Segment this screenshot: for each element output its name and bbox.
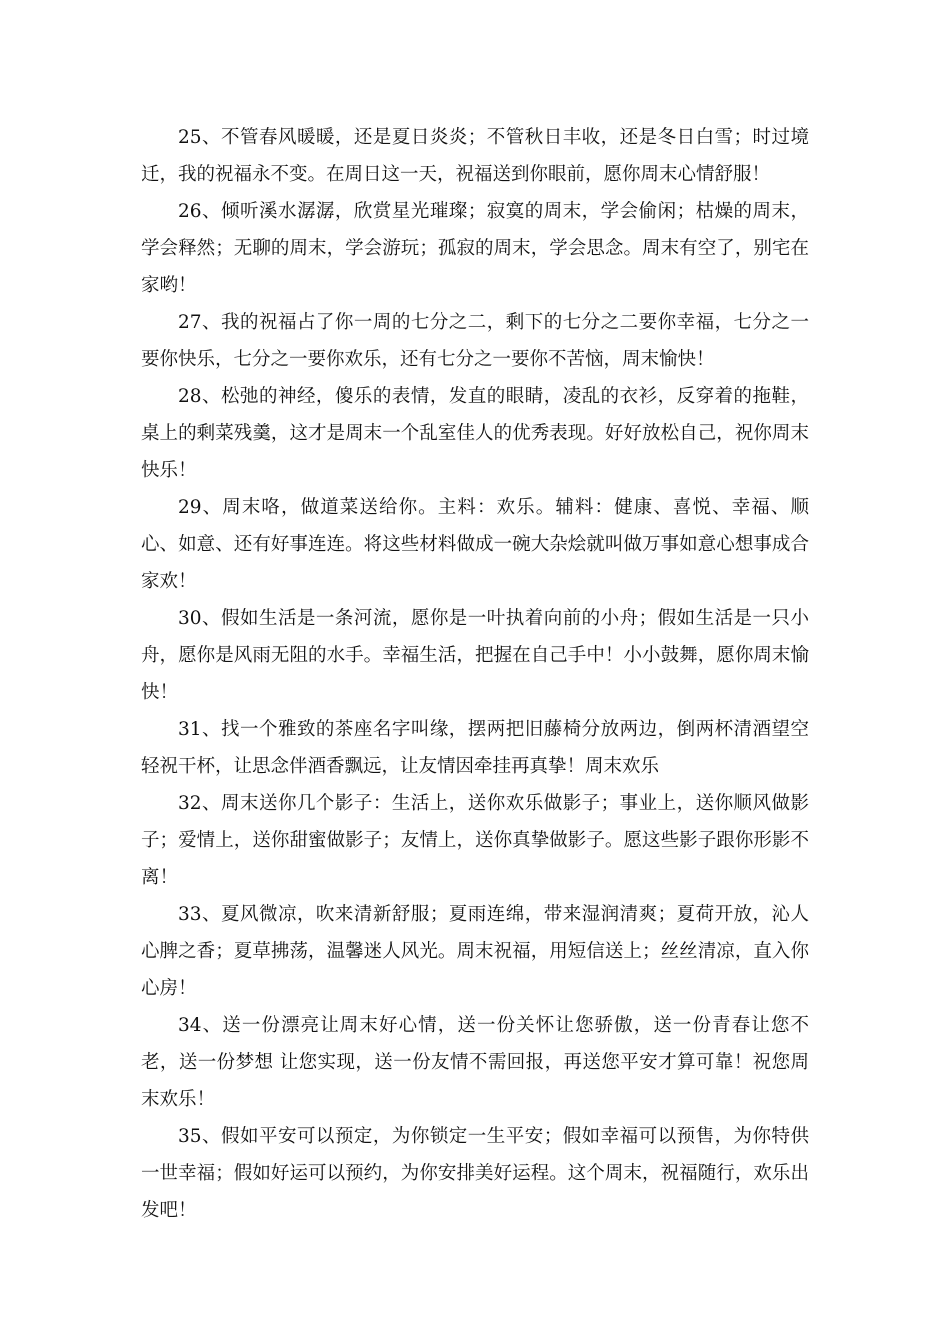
paragraph-34: 34、送一份漂亮让周末好心情，送一份关怀让您骄傲，送一份青春让您不老，送一份梦想 让您实现，送一份友情不需回报，再送您平安才算可靠！祝您周末欢乐！ [141, 1015, 809, 1110]
paragraph-25: 25、不管春风暖暖，还是夏日炎炎；不管秋日丰收，还是冬日白雪；时过境迁，我的祝福永不变。在周日这一天，祝福送到你眼前，愿你周末心情舒服！ [141, 127, 809, 185]
paragraph-35: 35、假如平安可以预定，为你锁定一生平安；假如幸福可以预售，为你特供一世幸福；假如好运可以预约，为你安排美好运程。这个周末，祝福随行，欢乐出发吧！ [141, 1126, 809, 1221]
paragraph-32: 32、周末送你几个影子：生活上，送你欢乐做影子；事业上，送你顺风做影子；爱情上，送你甜蜜做影子；友情上，送你真挚做影子。愿这些影子跟你形影不离！ [141, 793, 809, 888]
paragraph-27: 27、我的祝福占了你一周的七分之二，剩下的七分之二要你幸福，七分之一要你快乐，七分之一要你欢乐，还有七分之一要你不苦恼，周末愉快！ [141, 312, 809, 370]
paragraph-26: 26、倾听溪水潺潺，欣赏星光璀璨；寂寞的周末，学会偷闲；枯燥的周末，学会释然；无聊的周末，学会游玩；孤寂的周末，学会思念。周末有空了，别宅在家哟！ [141, 201, 809, 296]
paragraph-33: 33、夏风微凉，吹来清新舒服；夏雨连绵，带来湿润清爽；夏荷开放，沁人心脾之香；夏草拂荡，温馨迷人风光。周末祝福，用短信送上；丝丝清凉，直入你心房！ [141, 904, 809, 999]
paragraph-31: 31、找一个雅致的茶座名字叫缘，摆两把旧藤椅分放两边，倒两杯清酒望空轻祝干杯，让思念伴酒香飘远，让友情因牵挂再真挚！周末欢乐 [141, 719, 809, 777]
paragraph-30: 30、假如生活是一条河流，愿你是一叶执着向前的小舟；假如生活是一只小舟，愿你是风雨无阻的水手。幸福生活，把握在自己手中！小小鼓舞，愿你周末愉快！ [141, 608, 809, 703]
document-body [141, 119, 809, 1229]
paragraph-28: 28、松弛的神经，傻乐的表情，发直的眼睛，凌乱的衣衫，反穿着的拖鞋，桌上的剩菜残羹，这才是周末一个乱室佳人的优秀表现。好好放松自己，祝你周末快乐！ [141, 386, 809, 481]
paragraph-29: 29、周末咯，做道菜送给你。主料：欢乐。辅料：健康、喜悦、幸福、顺心、如意、还有好事连连。将这些材料做成一碗大杂烩就叫做万事如意心想事成合家欢！ [141, 497, 809, 592]
